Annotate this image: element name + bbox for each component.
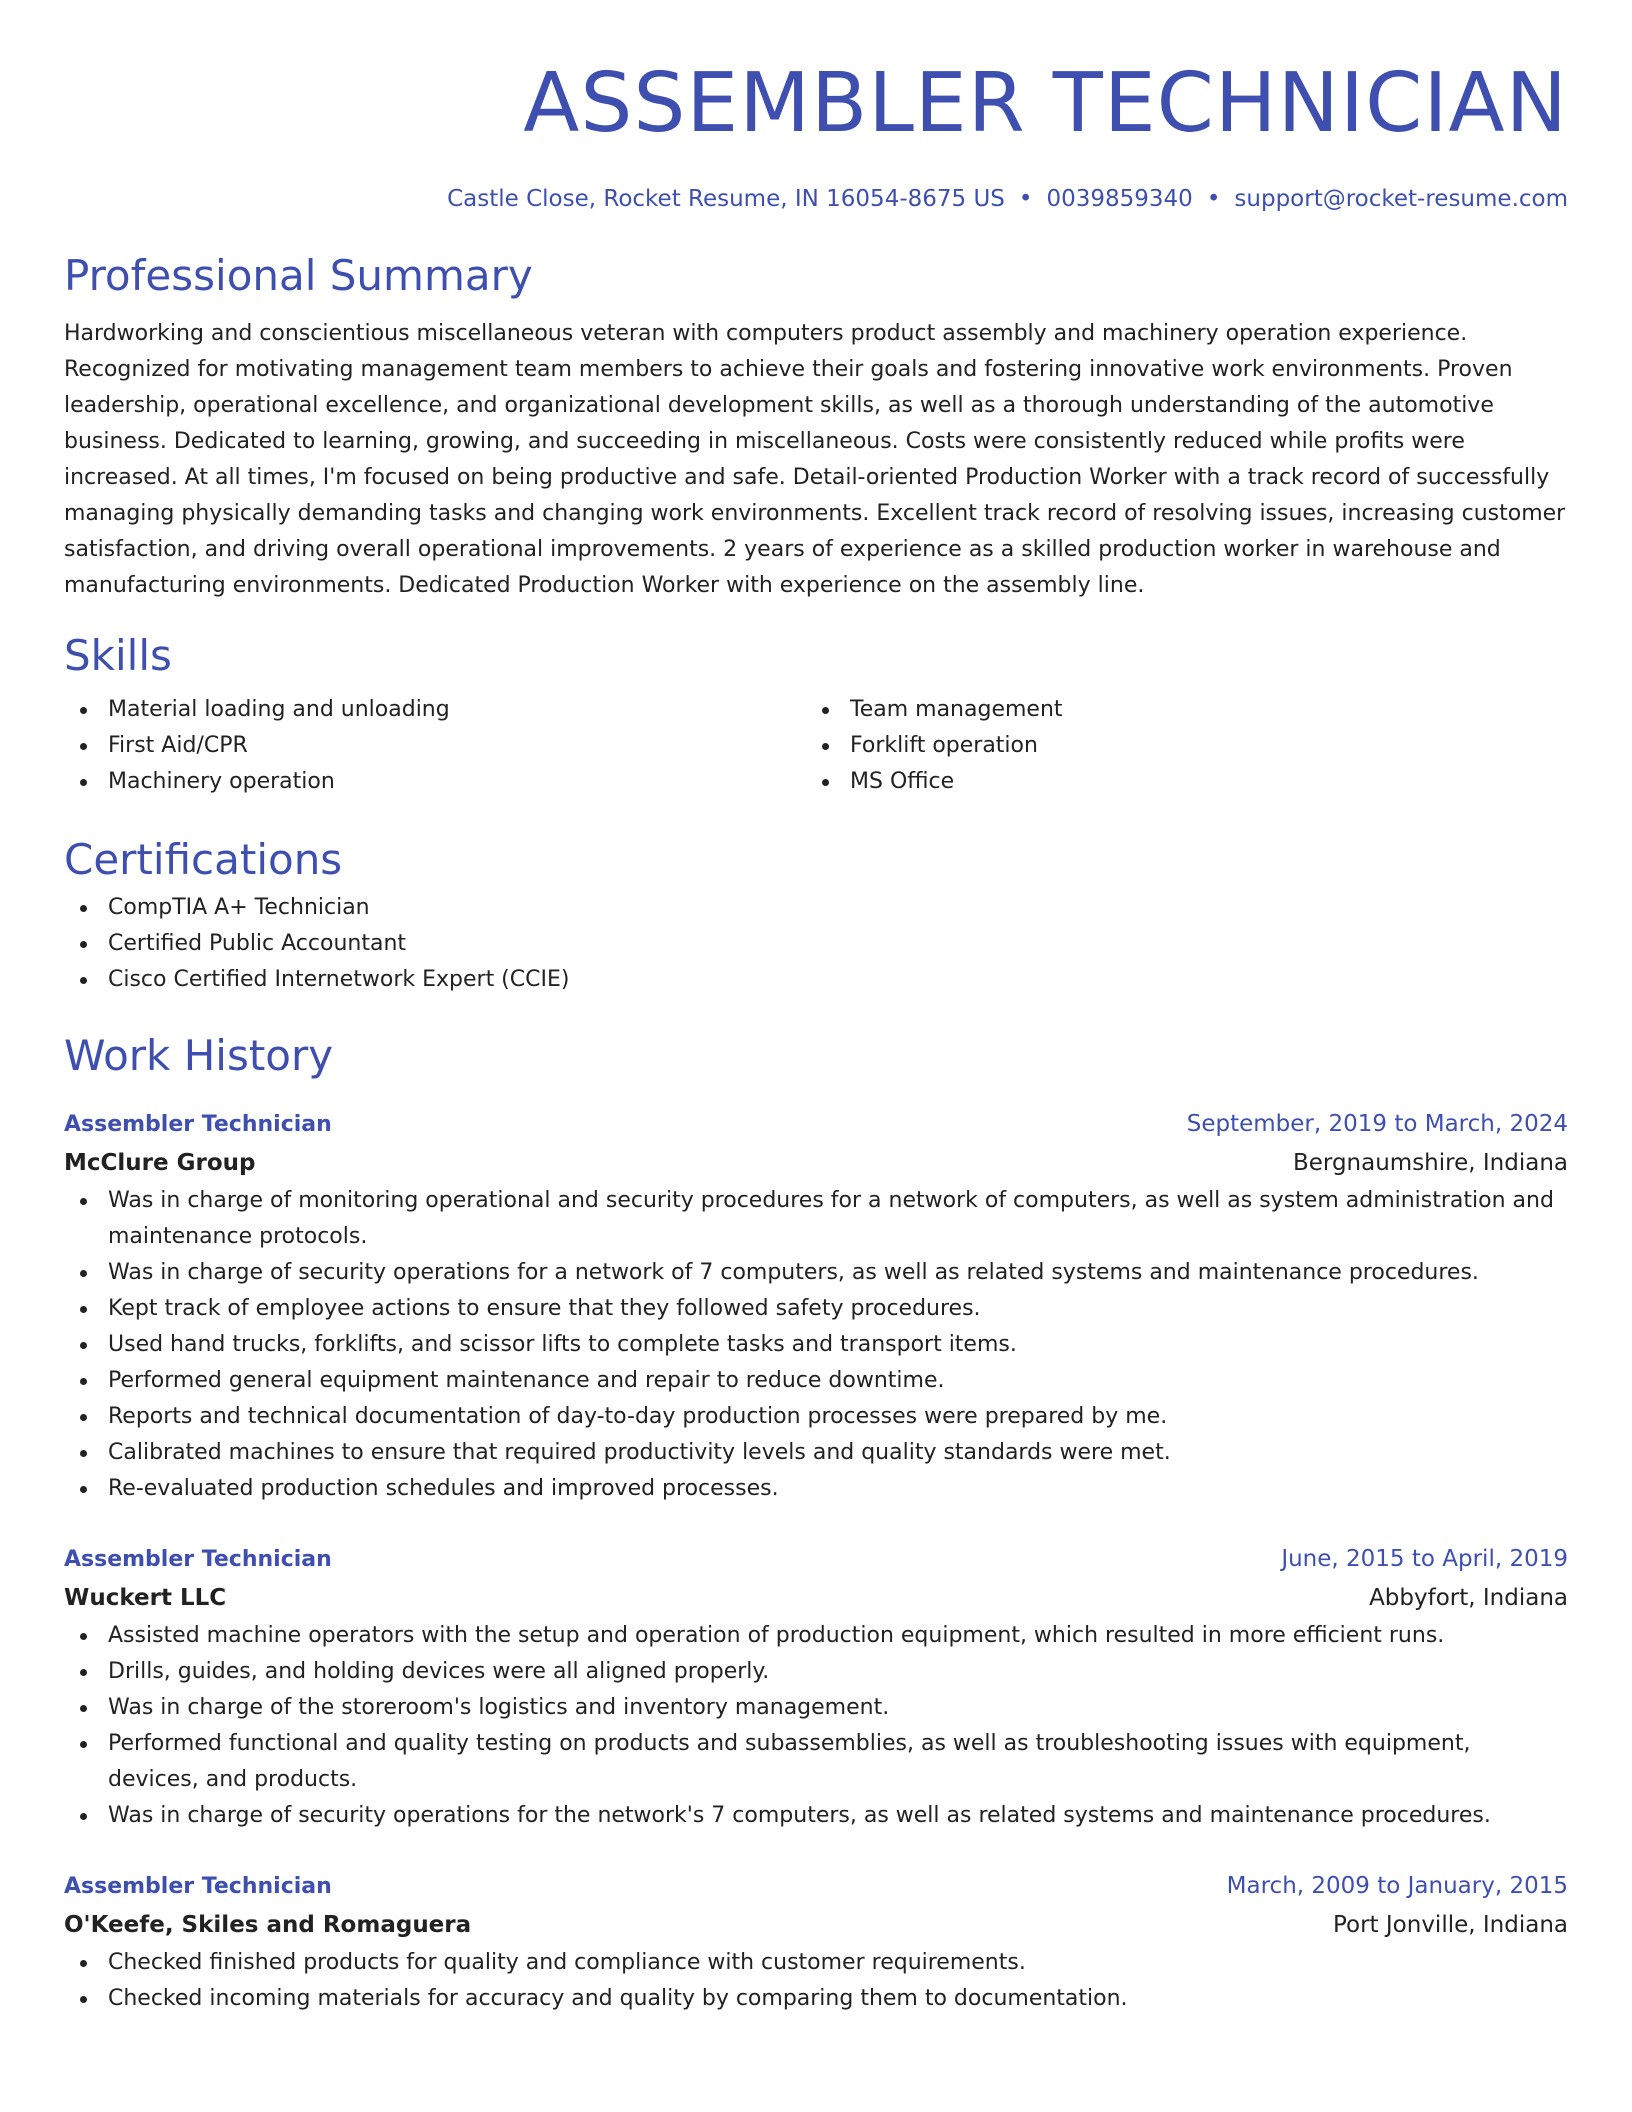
job-duty: Performed general equipment maintenance and repair to reduce downtime. (64, 1363, 1568, 1399)
certifications-list (64, 890, 1568, 998)
certifications-heading: Certifications (64, 835, 343, 884)
email-address: support@rocket-resume.com (1234, 186, 1568, 212)
job-title: Assembler Technician (64, 1112, 332, 1137)
contact-separator: • (1206, 186, 1221, 212)
job-duty: Was in charge of security operations for a network of 7 computers, as well as related systems and maintenance procedures. (64, 1255, 1568, 1291)
work-history-heading: Work History (64, 1031, 334, 1080)
address: Castle Close, Rocket Resume, IN 16054-8675 US (447, 186, 1005, 212)
certification-item: Certified Public Accountant (64, 926, 1568, 962)
skills-column-left (64, 692, 806, 800)
candidate-name: ASSEMBLER TECHNICIAN (523, 56, 1568, 151)
skills-column-right (806, 692, 1548, 800)
summary-text: Hardworking and conscientious miscellaneous veteran with computers product assembly and machinery operation experience. Recognized for motivating management team members to achieve their goals and fostering innovative work environments. Proven leadership, operational excellence, and organizational development skills, as well as a thorough understanding of the automotive business. Dedicated to learning, growing, and succeeding in miscellaneous. Costs were consistently reduced while profits were increased. At all times, I'm focused on being productive and safe. Detail-oriented Production Worker with a track record of successfully managing physically demanding tasks and changing work environments. Excellent track record of resolving issues, increasing customer satisfaction, and driving overall operational improvements. 2 years of experience as a skilled production worker in warehouse and manufacturing environments. Dedicated Production Worker with experience on the assembly line. (64, 321, 1566, 598)
skill-item: Team management (806, 692, 1548, 728)
certification-item: CompTIA A+ Technician (64, 890, 1568, 926)
job-company: McClure Group (64, 1150, 256, 1176)
skills-heading: Skills (64, 631, 172, 680)
job-duty: Was in charge of the storeroom's logistics and inventory management. (64, 1690, 1568, 1726)
job-entry (64, 1541, 1568, 1834)
job-entry (64, 1106, 1568, 1507)
job-duty: Drills, guides, and holding devices were all aligned properly. (64, 1654, 1568, 1690)
summary-heading: Professional Summary (64, 251, 533, 300)
job-duty: Kept track of employee actions to ensure that they followed safety procedures. (64, 1291, 1568, 1327)
job-entry (64, 1868, 1568, 2017)
job-location: Abbyfort, Indiana (1369, 1585, 1568, 1611)
job-dates: June, 2015 to April, 2019 (1281, 1546, 1568, 1572)
job-location: Bergnaumshire, Indiana (1292, 1150, 1568, 1176)
skill-item: Material loading and unloading (64, 692, 806, 728)
job-location: Port Jonville, Indiana (1332, 1912, 1568, 1938)
skills-list-right (806, 692, 1548, 800)
skill-item: MS Office (806, 764, 1548, 800)
job-duties-list (64, 1945, 1568, 2017)
job-duty: Used hand trucks, forklifts, and scissor lifts to complete tasks and transport items. (64, 1327, 1568, 1363)
skills-list-left (64, 692, 806, 800)
job-duty: Was in charge of security operations for the network's 7 computers, as well as related systems and maintenance procedures. (64, 1798, 1568, 1834)
job-duty: Checked incoming materials for accuracy and quality by comparing them to documentation. (64, 1981, 1568, 2017)
job-title: Assembler Technician (64, 1547, 332, 1572)
contact-line (64, 182, 1568, 216)
job-duties-list (64, 1183, 1568, 1507)
job-duty: Re-evaluated production schedules and improved processes. (64, 1471, 1568, 1507)
skills-grid (64, 692, 1568, 800)
job-company: O'Keefe, Skiles and Romaguera (64, 1912, 472, 1938)
resume-header (64, 48, 1568, 216)
job-dates: September, 2019 to March, 2024 (1186, 1111, 1568, 1137)
job-duty: Assisted machine operators with the setup and operation of production equipment, which resulted in more efficient runs. (64, 1618, 1568, 1654)
job-duty: Reports and technical documentation of day-to-day production processes were prepared by me. (64, 1399, 1568, 1435)
job-duty: Was in charge of monitoring operational and security procedures for a network of computers, as well as system administration and maintenance protocols. (64, 1183, 1568, 1255)
certification-item: Cisco Certified Internetwork Expert (CCIE) (64, 962, 1568, 998)
contact-separator: • (1018, 186, 1033, 212)
job-duties-list (64, 1618, 1568, 1834)
skill-item: First Aid/CPR (64, 728, 806, 764)
job-duty: Performed functional and quality testing on products and subassemblies, as well as troubleshooting issues with equipment, devices, and products. (64, 1726, 1568, 1798)
phone-number: 0039859340 (1046, 186, 1193, 212)
skill-item: Machinery operation (64, 764, 806, 800)
job-dates: March, 2009 to January, 2015 (1226, 1873, 1568, 1899)
job-duty: Checked finished products for quality and compliance with customer requirements. (64, 1945, 1568, 1981)
job-duty: Calibrated machines to ensure that required productivity levels and quality standards were met. (64, 1435, 1568, 1471)
job-title: Assembler Technician (64, 1874, 332, 1899)
skill-item: Forklift operation (806, 728, 1548, 764)
job-company: Wuckert LLC (64, 1585, 227, 1611)
